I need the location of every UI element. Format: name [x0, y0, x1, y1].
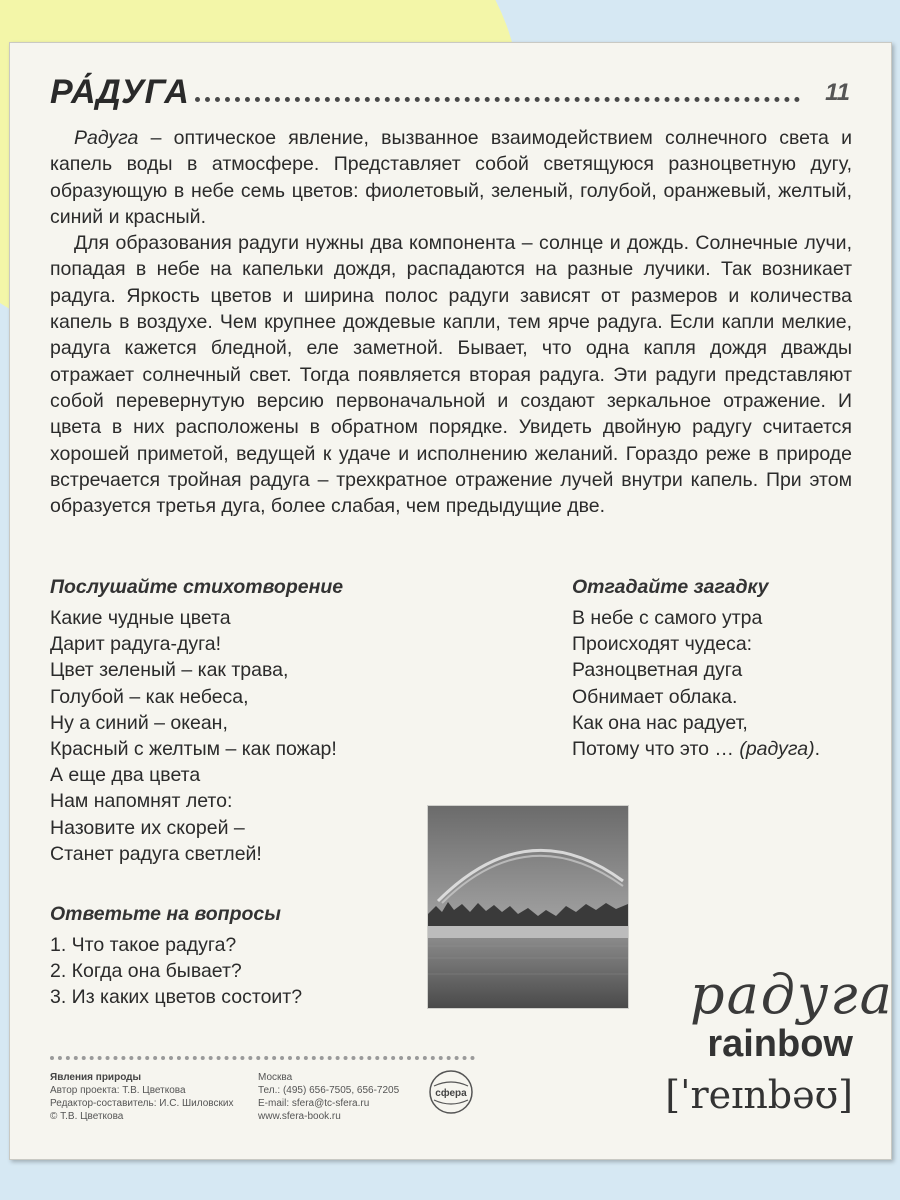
poem-line: Нам напомнят лето:	[50, 790, 233, 813]
questions-list	[50, 932, 302, 1011]
footer-phone: Тел.: (495) 656-7505, 656-7205	[258, 1085, 400, 1096]
riddle-heading: Отгадайте загадку	[572, 576, 769, 598]
footer-series: Явления природы	[50, 1072, 142, 1083]
paragraph-1-text: – оптическое явление, вызванное взаимодействием солнечного света и капель воды в атмосфере. Представляет собой светящуюся разноцветную дугу, образующую в небе семь цветов: фиолетовый, зеленый, голубой, оранжевый, желтый, синий и красный.	[50, 127, 852, 228]
poem-line: Какие чудные цвета	[50, 607, 231, 629]
question-item: 2. Когда она бывает?	[50, 960, 242, 983]
article-text	[50, 125, 852, 519]
poem-line: Цвет зеленый – как трава,	[50, 659, 289, 682]
riddle-answer-end: .	[814, 738, 820, 761]
footer-contacts	[258, 1071, 399, 1123]
poem-line: Назовите их скорей –	[50, 816, 245, 839]
paragraph-1-term: Радуга	[74, 127, 139, 149]
riddle-line: Происходят чудеса:	[572, 633, 753, 656]
riddle-line: Разноцветная дуга	[572, 659, 743, 682]
logo-text: сфера	[435, 1088, 467, 1099]
rainbow-photo	[427, 805, 629, 1009]
footer-dot-leader	[50, 1056, 475, 1060]
riddle-line-text: Потому что это …	[572, 738, 734, 761]
poem-line: Ну а синий – океан,	[50, 711, 228, 734]
footer-site: www.sfera-book.ru	[258, 1111, 341, 1122]
poem-line: Голубой – как небеса,	[50, 685, 249, 708]
page-card	[9, 42, 892, 1160]
riddle-line: Обнимает облака.	[572, 685, 738, 708]
footer-credits	[50, 1071, 233, 1123]
poem-line: А еще два цвета	[50, 764, 201, 787]
question-item: 1. Что такое радуга?	[50, 934, 237, 956]
riddle-line: Как она нас радует,	[572, 711, 748, 734]
riddle-line-last	[572, 736, 820, 762]
sfera-logo	[428, 1069, 474, 1115]
english-word: rainbow	[707, 1023, 853, 1065]
page-header	[50, 73, 850, 113]
footer-email: E-mail: sfera@tc-sfera.ru	[258, 1098, 370, 1109]
question-item: 3. Из каких цветов состоит?	[50, 986, 303, 1009]
riddle-answer: (радуга)	[739, 738, 815, 761]
poem-line: Станет радуга светлей!	[50, 842, 262, 865]
script-word: радуга	[690, 963, 894, 1026]
poem-line: Красный с желтым – как пожар!	[50, 738, 337, 761]
title-dot-leader	[195, 97, 800, 102]
transcription: [ˈreɪnbəʊ]	[665, 1073, 853, 1117]
poem-heading: Послушайте стихотворение	[50, 576, 344, 598]
footer-author: Автор проекта: Т.В. Цветкова	[50, 1085, 186, 1096]
poem-lines	[50, 605, 337, 867]
footer-city: Москва	[258, 1072, 293, 1083]
questions-heading: Ответьте на вопросы	[50, 903, 281, 925]
poem-line: Дарит радуга-дуга!	[50, 633, 222, 656]
riddle-lines	[572, 605, 820, 762]
page-title: РА́ДУГА	[50, 73, 190, 111]
footer-editor: Редактор-составитель: И.С. Шиловских	[50, 1098, 234, 1109]
footer-copyright: © Т.В. Цветкова	[50, 1111, 124, 1122]
paragraph-1	[50, 125, 852, 230]
paragraph-2: Для образования радуги нужны два компонента – солнце и дождь. Солнечные лучи, попадая в небе на капельки дождя, распадаются на разные лучики. Так возникает радуга. Яркость цветов и ширина полос радуги зависят от размеров и количества капель в воздухе. Чем крупнее дождевые капли, тем ярче радуга. Если капли мелкие, радуга кажется бледной, еле заметной. Бывает, что одна капля дождя дважды отражает солнечный свет. Тогда появляется вторая радуга. Эти радуги представляют собой перевернутую версию первоначальной и создают зеркальное отражение. И цвета в них расположены в обратном порядке. Увидеть двойную радугу считается хорошей приметой, ведущей к удаче и исполнению желаний. Гораздо реже в природе встречается тройная радуга – трехкратное отражение лучей внутри капель. При этом образуется третья дуга, более слабая, чем предыдущие две.	[50, 232, 852, 518]
page-number: 11	[825, 79, 850, 106]
riddle-line: В небе с самого утра	[572, 607, 763, 629]
